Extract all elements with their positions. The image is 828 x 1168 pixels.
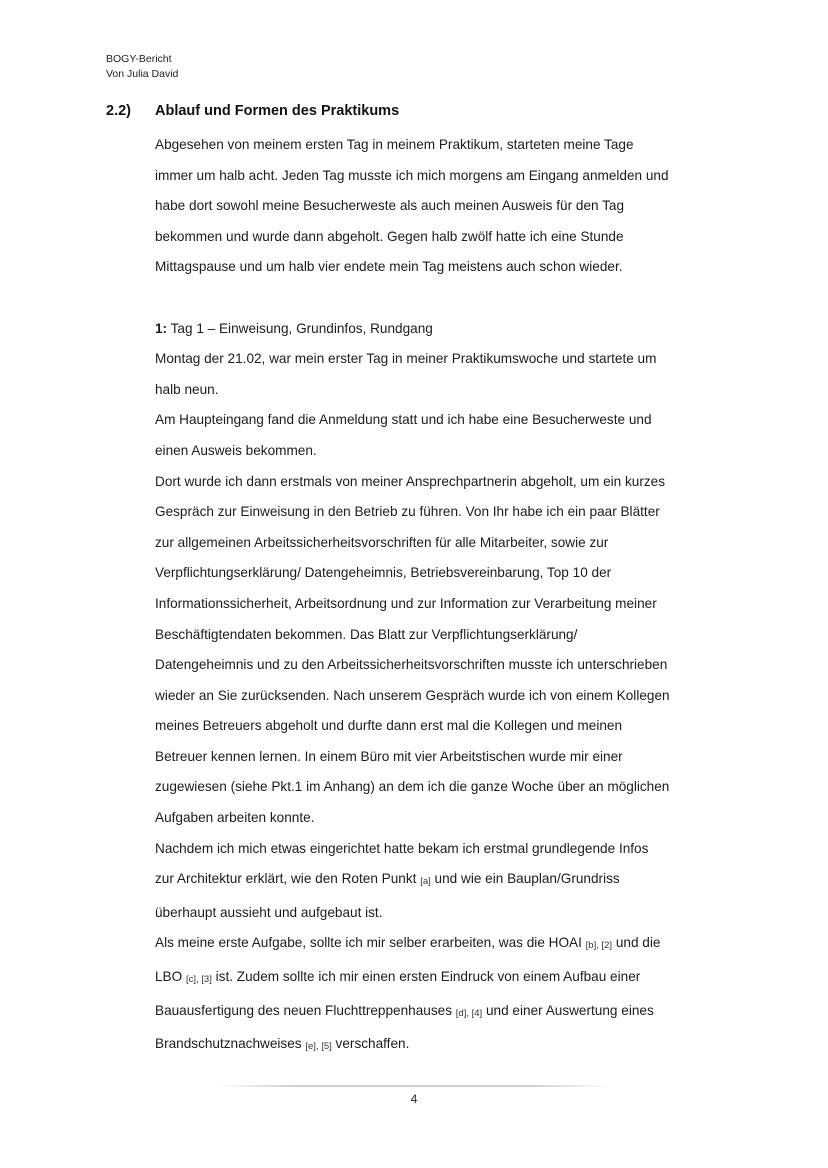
day1-line: Montag der 21.02, war mein erster Tag in meiner Praktikumswoche und startete um (155, 351, 657, 367)
day1-line: Aufgaben arbeiten konnte. (155, 810, 315, 826)
day1-line: Gespräch zur Einweisung in den Betrieb zu führen. Von Ihr habe ich ein paar Blätter (155, 504, 660, 520)
day1-line: zur allgemeinen Arbeitssicherheitsvorschriften für alle Mitarbeiter, sowie zur (155, 534, 609, 550)
task-line (155, 996, 745, 1030)
intro-line: Mittagspause und um halb vier endete mein Tag meistens auch schon wieder. (155, 259, 623, 275)
subsection-title: Tag 1 – Einweisung, Grundinfos, Rundgang (170, 320, 433, 336)
architecture-line: überhaupt aussieht und aufgebaut ist. (155, 904, 383, 920)
task-line (155, 962, 745, 996)
intro-line: immer um halb acht. Jeden Tag musste ich mich morgens am Eingang anmelden und (155, 167, 669, 183)
subsection-heading (155, 314, 745, 345)
text-segment: und wie ein Bauplan/Grundriss (430, 871, 620, 887)
day1-line: Dort wurde ich dann erstmals von meiner Ansprechpartnerin abgeholt, um ein kurzes (155, 473, 666, 489)
day1-line: Beschäftigtendaten bekommen. Das Blatt zur Verpflichtungserklärung/ (155, 626, 578, 642)
section-heading (106, 103, 399, 119)
task-line (155, 1029, 745, 1063)
reference-marker: [a] (420, 876, 431, 888)
intro-line: bekommen und wurde dann abgeholt. Gegen halb zwölf hatte ich eine Stunde (155, 228, 624, 244)
reference-marker: [c], [3] (185, 974, 212, 986)
header-author: Von Julia David (106, 68, 179, 80)
header-report-title: BOGY-Bericht (106, 53, 172, 65)
day1-line: Verpflichtungserklärung/ Datengeheimnis, Betriebsvereinbarung, Top 10 der (155, 565, 612, 581)
day1-line: Nachdem ich mich etwas eingerichtet hatte bekam ich erstmal grundlegende Infos (155, 840, 649, 856)
text-segment: ist. Zudem sollte ich mir einen ersten Eindruck von einem Aufbau einer (211, 969, 641, 985)
day1-line: wieder an Sie zurücksenden. Nach unserem Gespräch wurde ich von einem Kollegen (155, 687, 670, 703)
reference-marker: [e], [5] (305, 1041, 332, 1053)
text-segment: verschaffen. (331, 1036, 410, 1052)
day1-line: Betreuer kennen lernen. In einem Büro mit vier Arbeitstischen wurde mir einer (155, 748, 623, 764)
day1-line: zugewiesen (siehe Pkt.1 im Anhang) an dem ich die ganze Woche über an möglichen (155, 779, 670, 795)
text-segment: zur Architektur erklärt, wie den Roten Punkt (155, 871, 421, 887)
day1-line: halb neun. (155, 381, 219, 397)
section-number: 2.2) (106, 103, 131, 119)
day1-line: meines Betreuers abgeholt und durfte dann erst mal die Kollegen und meinen (155, 718, 623, 734)
reference-marker: [b], [2] (585, 940, 613, 952)
text-segment: LBO (155, 969, 186, 985)
task-line (155, 928, 745, 962)
architecture-line (155, 864, 745, 898)
subsection-number: 1: (155, 320, 168, 336)
day1-line: Datengeheimnis und zu den Arbeitssicherheitsvorschriften musste ich unterschrieben (155, 657, 668, 673)
day1-line: Informationssicherheit, Arbeitsordnung und zur Information zur Verarbeitung meiner (155, 595, 657, 611)
section-title: Ablauf und Formen des Praktikums (155, 103, 400, 119)
reference-marker: [d], [4] (455, 1007, 483, 1019)
text-segment: Als meine erste Aufgabe, sollte ich mir selber erarbeiten, was die HOAI (155, 935, 586, 951)
day1-line: einen Ausweis bekommen. (155, 442, 317, 458)
text-segment: und die (612, 935, 661, 951)
page-header (106, 52, 178, 82)
intro-line: habe dort sowohl meine Besucherweste als auch meinen Ausweis für den Tag (155, 198, 625, 214)
day1-line: Am Haupteingang fand die Anmeldung statt und ich habe eine Besucherweste und (155, 412, 652, 428)
text-segment: Bauausfertigung des neuen Fluchttreppenhauses (155, 1002, 456, 1018)
footer-divider (216, 1085, 612, 1087)
paragraph-gap (155, 283, 745, 314)
page-number: 4 (410, 1092, 418, 1106)
intro-line: Abgesehen von meinem ersten Tag in meinem Praktikum, starteten meine Tage (155, 137, 634, 152)
body-text (155, 130, 745, 1063)
text-segment: und einer Auswertung eines (482, 1002, 654, 1018)
text-segment: Brandschutznachweises (155, 1036, 306, 1052)
